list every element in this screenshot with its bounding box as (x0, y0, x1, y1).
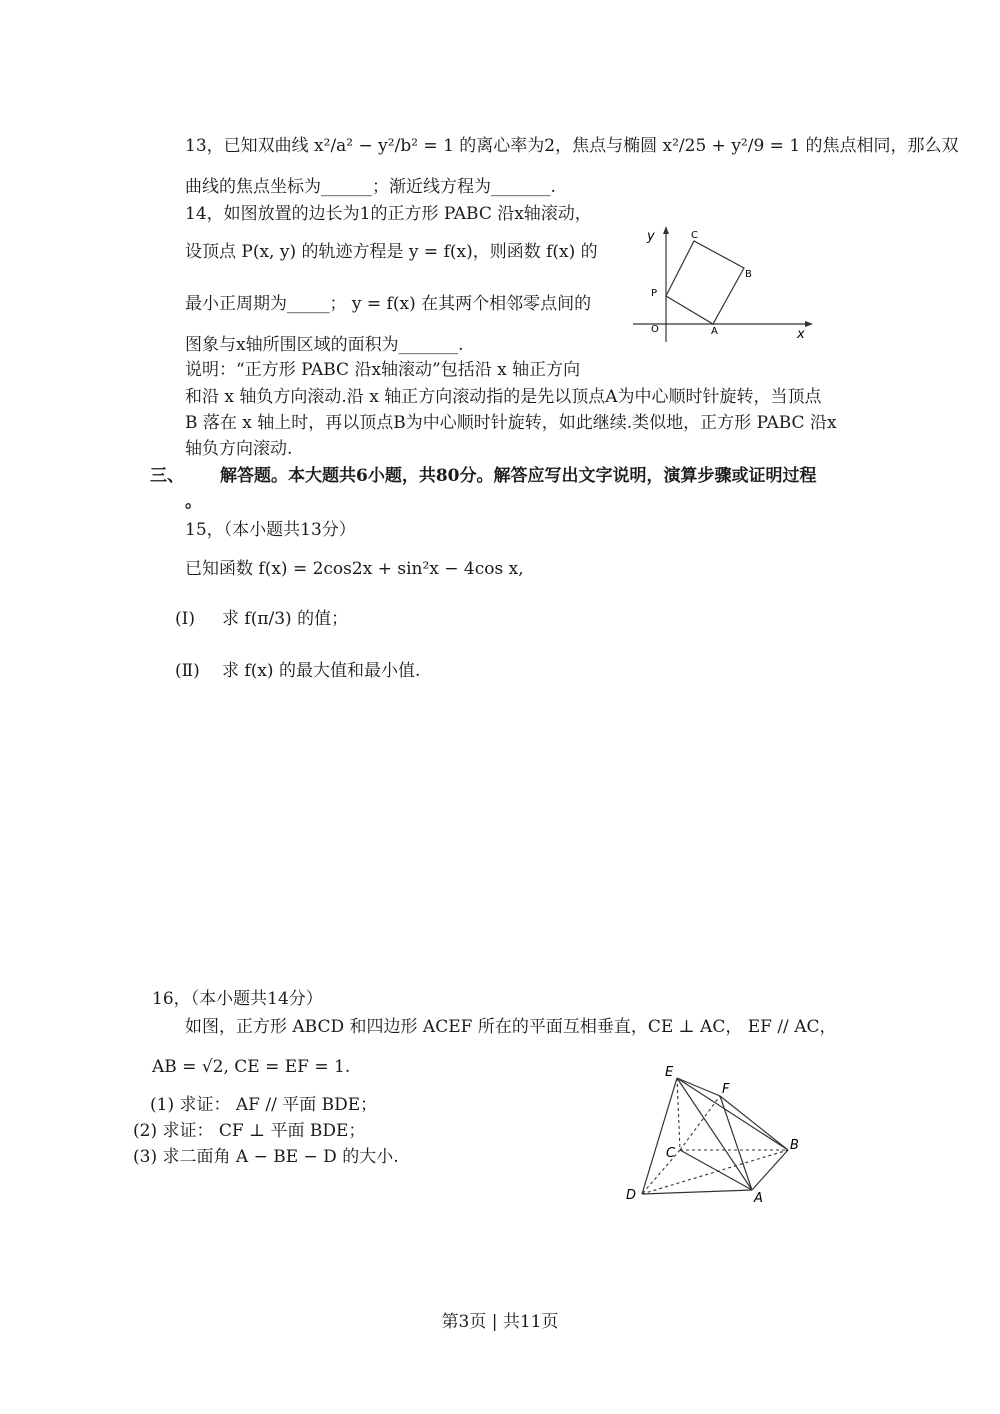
section3-title: 解答题。本大题共6小题，共80分。解答应写出文字说明，演算步骤或证明过程 (220, 466, 817, 486)
q16-part1: (1) 求证： AF // 平面 BDE； (150, 1095, 378, 1115)
q13-line1: 13，已知双曲线 x²/a² − y²/b² = 1 的离心率为2，焦点与椭圆 x²/25 + y²/9 = 1 的焦点相同，那么双 (185, 136, 959, 156)
q14-line6: 和沿 x 轴负方向滚动.沿 x 轴正方向滚动指的是先以顶点A为中心顺时针旋转，当顶点 (185, 387, 822, 407)
q15-given: 已知函数 f(x) = 2cos2x + sin²x − 4cos x, (185, 559, 524, 579)
q15-part2-number: (Ⅱ) (175, 661, 200, 681)
q15-part2: 求 f(x) 的最大值和最小值. (222, 661, 421, 681)
edge-db-hidden (642, 1150, 788, 1194)
label-c: C (691, 230, 698, 241)
label-y: y (647, 229, 655, 244)
q15-header: 15，（本小题共13分） (185, 520, 356, 540)
q14-line4: 图象与x轴所围区域的面积为_______. (185, 335, 464, 355)
label-x: x (797, 327, 805, 342)
edge-ed (642, 1078, 677, 1194)
label-o: O (651, 324, 659, 335)
label-e: E (665, 1065, 674, 1080)
q14-line8: 轴负方向滚动. (185, 439, 293, 459)
edge-ad (680, 1150, 752, 1190)
q14-line3: 最小正周期为_____； y = f(x) 在其两个相邻零点间的 (185, 294, 592, 314)
page-footer: 第3页 | 共11页 (441, 1312, 559, 1332)
label-b: B (745, 269, 752, 280)
label-a: A (754, 1191, 763, 1206)
q16-part3: (3) 求二面角 A − BE − D 的大小. (133, 1147, 399, 1167)
q14-line1: 14，如图放置的边长为1的正方形 PABC 沿x轴滚动， (185, 204, 592, 224)
x-axis-arrow (805, 321, 813, 327)
edge-cf-hidden (680, 1096, 720, 1150)
edge-fb (720, 1096, 788, 1150)
edge-eb (677, 1078, 788, 1150)
q14-square-figure (625, 222, 825, 347)
label-b: B (790, 1138, 799, 1153)
q15-part1: 求 f(π/3) 的值； (222, 609, 349, 629)
label-a: A (711, 326, 718, 337)
q16-part2: (2) 求证： CF ⊥ 平面 BDE； (133, 1121, 366, 1141)
label-d: D (626, 1188, 637, 1203)
q16-line2: AB = √2, CE = EF = 1. (152, 1057, 351, 1077)
section3-tail: 。 (185, 492, 202, 512)
q16-solid-figure (620, 1060, 810, 1210)
label-f: F (722, 1082, 730, 1097)
edge-da (642, 1190, 752, 1194)
edge-fa (720, 1096, 752, 1190)
edge-ab (752, 1150, 788, 1190)
q14-line5: 说明：“正方形 PABC 沿x轴滚动”包括沿 x 轴正方向 (185, 360, 581, 380)
label-c: C (666, 1146, 676, 1161)
edge-ec-hidden (677, 1078, 680, 1150)
edge-ea (677, 1078, 752, 1190)
q14-line2: 设顶点 P(x, y) 的轨迹方程是 y = f(x)，则函数 f(x) 的 (185, 242, 598, 262)
y-axis-arrow (663, 226, 669, 234)
square-pabc (666, 241, 744, 324)
q13-line2: 曲线的焦点坐标为______；渐近线方程为_______. (185, 177, 556, 197)
q14-line7: B 落在 x 轴上时，再以顶点B为中心顺时针旋转，如此继续.类似地，正方形 PABC 沿x (185, 413, 837, 433)
label-p: P (651, 288, 658, 299)
q16-header: 16，（本小题共14分） (152, 989, 323, 1009)
q15-part1-number: (Ⅰ) (175, 609, 195, 629)
section3-number: 三、 (150, 466, 184, 486)
q16-line1: 如图，正方形 ABCD 和四边形 ACEF 所在的平面互相垂直，CE ⊥ AC， EF // AC， (185, 1017, 837, 1037)
